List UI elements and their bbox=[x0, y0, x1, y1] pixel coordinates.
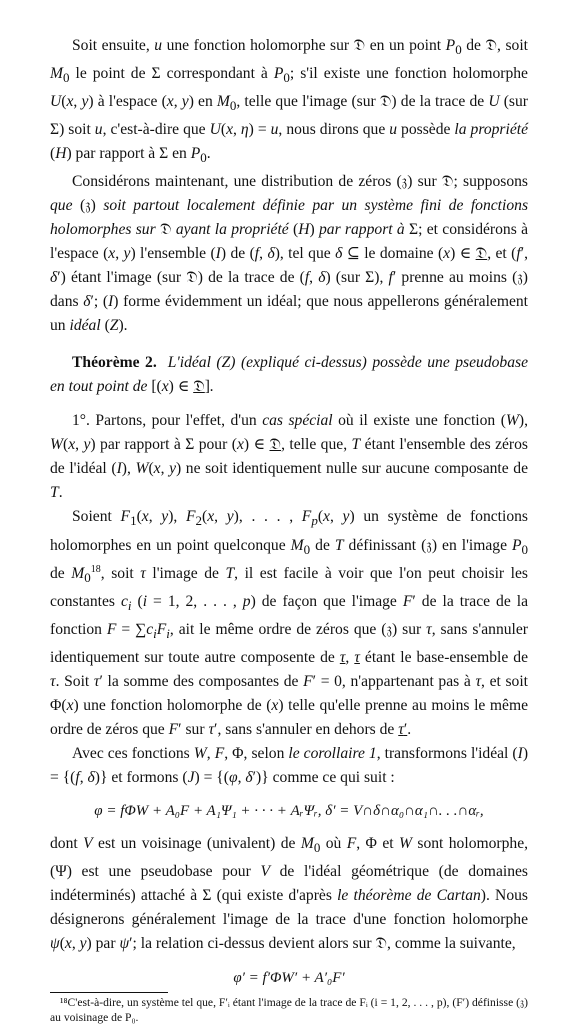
theorem-statement: L'idéal (Z) (expliqué ci-dessus) possède une pseudobase en tout point de [(x) ∈ 𝔇]. bbox=[50, 354, 529, 396]
theorem-heading: Théorème 2. bbox=[72, 354, 157, 372]
theorem-2 bbox=[50, 351, 528, 399]
paragraph-special-case: 1°. Partons, pour l'effet, d'un cas spécial où il existe une fonction (W), W(x, y) par rapport à Σ pour (x) ∈ 𝔇, telle que, T étant l'ensemble des zéros de l'idéal (I), W(x, y) ne soit identiquement nulle sur aucune composante de T. bbox=[50, 412, 529, 502]
equation-transform: φ = fΦW + A₀F + A₁Ψ₁ + · · · + AᵣΨᵣ, δ′ = V∩δ∩α₀∩α₁∩. . .∩αᵣ, bbox=[94, 802, 484, 819]
footnote-18: ¹⁸C'est-à-dire, un système tel que, F′ᵢ étant l'image de la trace de Fᵢ (i = 1, 2, . . . , p), (F′) définisse (𝔷) au voisinage de P₀. bbox=[50, 996, 528, 1025]
footnote-rule bbox=[50, 992, 168, 993]
paragraph-ideal-z: Considérons maintenant, une distribution de zéros (𝔷) sur 𝔇; supposons que (𝔷) soit partout localement définie par un système fini de fonctions holomorphes sur 𝔇 ayant la propriété (H) par rapport à Σ; et considérons à l'espace (x, y) l'ensemble (I) de (f, δ), tel que δ ⊆ le domaine (x) ∈ 𝔇, et (f′, δ′) étant l'image (sur 𝔇) de la trace de (f, δ) (sur Σ), f′ prenne au moins (𝔷) dans δ′; (I) forme évidemment un idéal; que nous appellerons généralement un idéal (Z). bbox=[50, 173, 529, 335]
paragraph-property-h: Soit ensuite, u une fonction holomorphe sur 𝔇 en un point $P_0$ de 𝔇, soit $M_0$ le point de Σ correspondant à $P_0$; s'il existe une fonction holomorphe U(x, y) à l'espace (x, y) en $M_0$, telle que l'image (sur 𝔇) de la trace de U (sur Σ) soit u, c'est-à-dire que U(x, η) = u, nous dirons que u possède la propriété (H) par rapport à Σ en $P_0$. bbox=[50, 37, 529, 166]
paragraph-after-equation: dont V est un voisinage (univalent) de $M_0$ où F, Φ et W sont holomorphe, (Ψ) est une pseudobase pour V de l'idéal géométrique (de domaines indéterminés) attaché à Σ (qui existe d'après le théorème de Cartan). Nous désignerons généralement l'image de la trace d'une fonction holomorphe ψ(x, y) par ψ′; la relation ci-dessus devient alors sur 𝔇, comme la suivante, bbox=[50, 834, 529, 953]
paragraph-system-functions: Soient $F_1(x$, y), $F_2(x$, y), . . . , $F_p(x$, y) un système de fonctions holomorphes en un point quelconque $M_0$ de T définissant (𝔷) en l'image $P_0$ de $M_0^{18}$, soit τ l'image de T, il est facile à voir que l'on peut choisir les constantes $c_i$ (i = 1, 2, . . . , p) de façon que l'image F′ de la trace de la fonction $F = \sum c_iF_i$, ait le même ordre de zéros que (𝔷) sur τ, sans s'annuler identiquement sur toute autre composente de τ, τ étant le base-ensemble de τ. Soit τ′ la somme des composantes de F′ = 0, n'appartenant pas à τ, et soit Φ(x) une fonction holomorphe de (x) telle qu'elle prenne au moins le même ordre de zéros que F′ sur τ′, sans s'annuler en dehors de τ′. bbox=[50, 508, 529, 738]
footnote-ref-18: 18 bbox=[90, 563, 101, 575]
paragraph-transform: Avec ces fonctions W, F, Φ, selon le corollaire 1, transformons l'idéal (I) = {(f, δ)} et formons (J) = {(φ, δ′)} comme ce qui suit : bbox=[50, 744, 529, 786]
equation-image: φ′ = f′ΦW′ + A′₀F′ bbox=[233, 970, 345, 987]
